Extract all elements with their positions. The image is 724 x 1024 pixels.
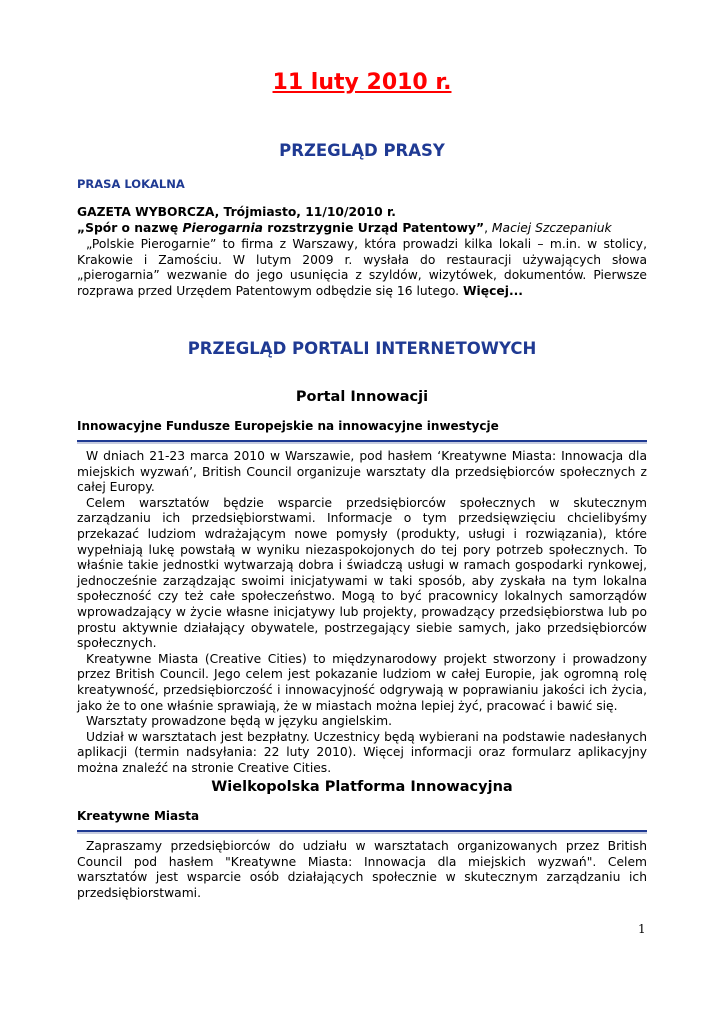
- document-page: [77, 0, 647, 1024]
- paragraph: Celem warsztatów będzie wsparcie przedsiębiorców społecznych w skutecznym zarządzaniu ich przedsiębiorstwami. Informacje o tym przedsięwzięciu chcielibyśmy przekazać ludziom wdrażającym nowe pomysły (produkty, usługi i rozwiązania), które wypełniają lukę powstałą w wyniku niezaspokojonych do tej pory potrzeb społecznych. To właśnie takie jednostki wytwarzają dobra i świadczą usługi w ramach gospodarki rynkowej, jednocześnie zarządzając swoimi inicjatywami w taki sposób, aby zyskała na tym lokalna społeczność czy też całe społeczeństwo. Mogą to być pracownicy lokalnych samorządów wprowadzający w życie własne inicjatywy lub projekty, prowadzący przedsiębiorstwa lub po prostu aktywnie działający obywatele, postrzegający siebie samych, jako przedsiębiorców społecznych.: [77, 495, 647, 651]
- local-press-label: PRASA LOKALNA: [77, 177, 185, 191]
- paragraph: Warsztaty prowadzone będą w języku angielskim.: [86, 714, 393, 729]
- paragraph: Kreatywne Miasta (Creative Cities) to międzynarodowy projekt stworzony i prowadzony przez British Council. Jego celem jest pokazanie ludziom w całej Europie, jak ogromną rolę kreatywność, przedsiębiorczość i innowacyjność odgrywają w poprawianiu jakości ich życia, jako że to one właśnie sprawiają, że w miastach można lepiej żyć, pracować i bawić się.: [77, 651, 647, 713]
- press-review-heading: PRZEGLĄD PRASY: [279, 141, 445, 160]
- portal1-article-title: Innowacyjne Fundusze Europejskie na innowacyjne inwestycje: [77, 419, 499, 433]
- press-source-line: GAZETA WYBORCZA, Trójmiasto, 11/10/2010 r.: [77, 205, 396, 219]
- portal1-article-body: [77, 449, 647, 776]
- paragraph: Udział w warsztatach jest bezpłatny. Uczestnicy będą wybierani na podstawie nadesłanych aplikacji (termin nadsyłania: 22 luty 2010). Więcej informacji oraz formularz aplikacyjny można znaleźć na stronie Creative Cities.: [77, 729, 647, 775]
- press-article: [77, 205, 647, 236]
- press-article-body: „Polskie Pierogarnie” to firma z Warszawy, która prowadzi kilka lokali – m.in. w stolicy, Krakowie i Zamościu. W lutym 2009 r. wysłała do restauracji używających słowa „pierogarnia” wezwanie do jego usunięcia z szyldów, wizytówek, dokumentów. Pierwsze rozprawa przed Urzędem Patentowym odbędzie się 16 lutego. Więcej...: [77, 237, 647, 298]
- portal2-article-title: Kreatywne Miasta: [77, 809, 200, 823]
- wielkopolska-platform-heading: Wielkopolska Platforma Innowacyjna: [211, 779, 513, 795]
- portals-review-heading: PRZEGLĄD PORTALI INTERNETOWYCH: [187, 339, 537, 358]
- paragraph: W dniach 21-23 marca 2010 w Warszawie, pod hasłem ‘Kreatywne Miasta: Innowacja dla miejskich wyzwań’, British Council organizuje warsztaty dla przedsiębiorców społecznych z całej Europy.: [77, 449, 647, 495]
- more-link[interactable]: Więcej...: [462, 283, 523, 298]
- press-author: Maciej Szczepaniuk: [491, 220, 612, 235]
- page-number: 1: [638, 922, 646, 936]
- document-date-title: 11 luty 2010 r.: [272, 70, 452, 95]
- portal-innowacji-heading: Portal Innowacji: [295, 389, 429, 405]
- paragraph: Zapraszamy przedsiębiorców do udziału w warsztatach organizowanych przez British Council pod hasłem "Kreatywne Miasta: Innowacja dla miejskich wyzwań". Celem warsztatów jest wsparcie osób działających społecznie w skutecznym zarządzaniu ich przedsiębiorstwami.: [77, 839, 647, 900]
- divider-rule: [77, 440, 647, 442]
- divider-rule: [77, 830, 647, 832]
- press-headline: „Spór o nazwę Pierogarnia rozstrzygnie Urząd Patentowy”, Maciej Szczepaniuk: [77, 220, 612, 235]
- portal2-article-body: [77, 839, 647, 901]
